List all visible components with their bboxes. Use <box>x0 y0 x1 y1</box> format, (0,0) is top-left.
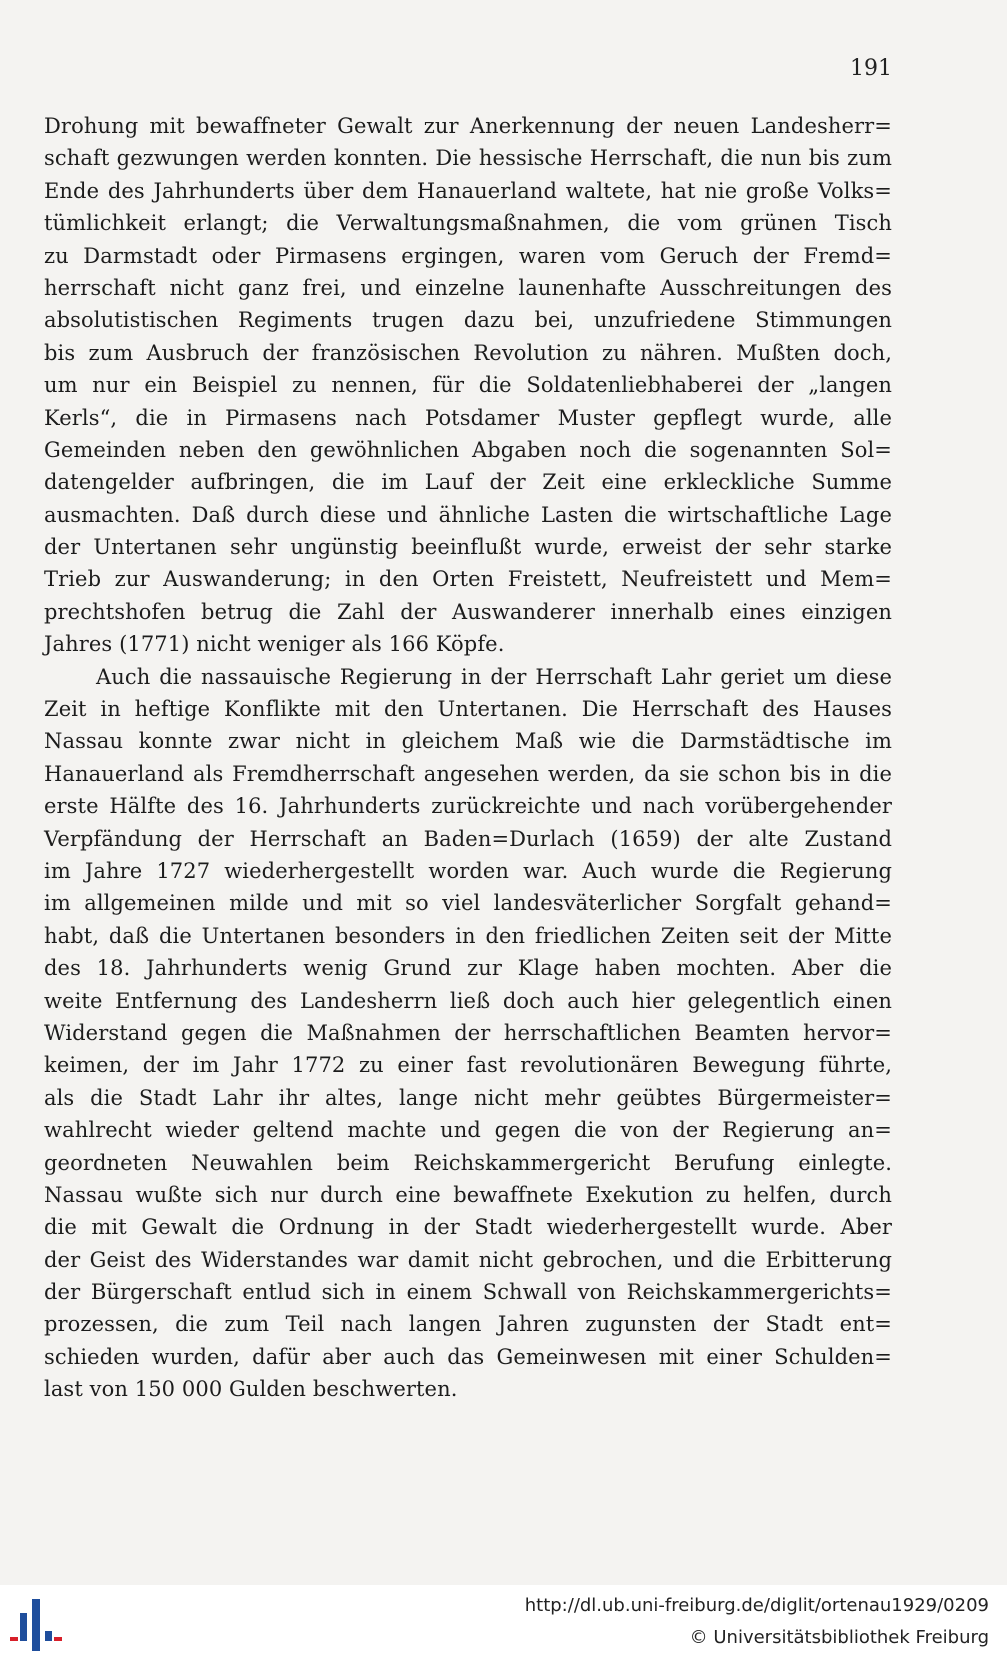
page-number: 191 <box>850 56 892 81</box>
text-line: herrschaft nicht ganz frei, und einzelne launenhafte Ausschreitungen des <box>44 275 892 300</box>
text-line: der Bürgerschaft entlud sich in einem Schwall von Reichskammergerichts= <box>44 1280 892 1305</box>
text-line: ausmachten. Daß durch diese und ähnliche Lasten die wirtschaftliche Lage <box>44 502 892 527</box>
text-line: bis zum Ausbruch der französischen Revolution zu nähren. Mußten doch, <box>44 340 892 365</box>
text-line: im Jahre 1727 wiederhergestellt worden war. Auch wurde die Regierung <box>44 858 892 883</box>
paragraph-end-line: last von 150 000 Gulden beschwerten. <box>44 1377 458 1402</box>
text-line: weite Entfernung des Landesherrn ließ doch auch hier gelegentlich einen <box>44 988 892 1013</box>
paragraph-end-line: Jahres (1771) nicht weniger als 166 Köpfe. <box>44 632 505 657</box>
text-line: schaft gezwungen werden konnten. Die hessische Herrschaft, die nun bis zum <box>44 146 892 171</box>
permalink-link[interactable]: http://dl.ub.uni-freiburg.de/diglit/ortenau1929/0209 <box>524 1595 989 1616</box>
text-line: Zeit in heftige Konflikte mit den Untertanen. Die Herrschaft des Hauses <box>44 697 892 722</box>
text-line: wahlrecht wieder geltend machte und gegen die von der Regierung an= <box>44 1118 892 1143</box>
body-text <box>44 110 892 1406</box>
text-line: als die Stadt Lahr ihr altes, lange nicht mehr geübtes Bürgermeister= <box>44 1085 892 1110</box>
text-line: prechtshofen betrug die Zahl der Auswanderer innerhalb eines einzigen <box>44 599 892 624</box>
text-line: tümlichkeit erlangt; die Verwaltungsmaßnahmen, die vom grünen Tisch <box>44 211 892 236</box>
text-line: Kerls“, die in Pirmasens nach Potsdamer Muster gepflegt wurde, alle <box>44 405 892 430</box>
copyright-text: © Universitätsbibliothek Freiburg <box>689 1627 989 1648</box>
text-line: um nur ein Beispiel zu nennen, für die Soldatenliebhaberei der „langen <box>44 373 892 398</box>
text-line: Gemeinden neben den gewöhnlichen Abgaben noch die sogenannten Sol= <box>44 437 892 462</box>
text-line: Nassau konnte zwar nicht in gleichem Maß wie die Darmstädtische im <box>44 729 892 754</box>
text-line: die mit Gewalt die Ordnung in der Stadt wiederhergestellt wurde. Aber <box>44 1215 892 1240</box>
text-line: des 18. Jahrhunderts wenig Grund zur Klage haben mochten. Aber die <box>44 956 892 981</box>
text-line: Widerstand gegen die Maßnahmen der herrschaftlichen Beamten hervor= <box>44 1020 892 1045</box>
ub-freiburg-logo-icon <box>8 1597 64 1653</box>
text-line: Ende des Jahrhunderts über dem Hanauerland waltete, hat nie große Volks= <box>44 178 892 203</box>
text-line: Trieb zur Auswanderung; in den Orten Freistett, Neufreistett und Mem= <box>44 567 892 592</box>
text-line: Verpfändung der Herrschaft an Baden=Durlach (1659) der alte Zustand <box>44 826 892 851</box>
text-line: keimen, der im Jahr 1772 zu einer fast revolutionären Bewegung führte, <box>44 1053 892 1078</box>
footer-bar <box>0 1585 1007 1656</box>
text-line: Drohung mit bewaffneter Gewalt zur Anerkennung der neuen Landesherr= <box>44 114 892 138</box>
text-line: geordneten Neuwahlen beim Reichskammergericht Berufung einlegte. <box>44 1150 892 1175</box>
text-line: schieden wurden, dafür aber auch das Gemeinwesen mit einer Schulden= <box>44 1344 892 1369</box>
text-line: absolutistischen Regiments trugen dazu bei, unzufriedene Stimmungen <box>44 308 892 333</box>
text-line: der Untertanen sehr ungünstig beeinflußt wurde, erweist der sehr starke <box>44 535 892 560</box>
text-line: Nassau wußte sich nur durch eine bewaffnete Exekution zu helfen, durch <box>44 1182 892 1207</box>
text-line: der Geist des Widerstandes war damit nicht gebrochen, und die Erbitterung <box>44 1247 892 1272</box>
text-line: Hanauerland als Fremdherrschaft angesehen werden, da sie schon bis in die <box>44 761 892 786</box>
text-line: prozessen, die zum Teil nach langen Jahren zugunsten der Stadt ent= <box>44 1312 892 1337</box>
text-line: im allgemeinen milde und mit so viel landesväterlicher Sorgfalt gehand= <box>44 891 892 916</box>
text-line: habt, daß die Untertanen besonders in den friedlichen Zeiten seit der Mitte <box>44 923 892 948</box>
text-line: erste Hälfte des 16. Jahrhunderts zurückreichte und nach vorübergehender <box>44 794 892 819</box>
text-line: zu Darmstadt oder Pirmasens ergingen, waren vom Geruch der Fremd= <box>44 243 892 268</box>
text-line: datengelder aufbringen, die im Lauf der Zeit eine erkleckliche Summe <box>44 470 892 495</box>
paragraph-start-line: Auch die nassauische Regierung in der Herrschaft Lahr geriet um diese <box>96 664 892 689</box>
